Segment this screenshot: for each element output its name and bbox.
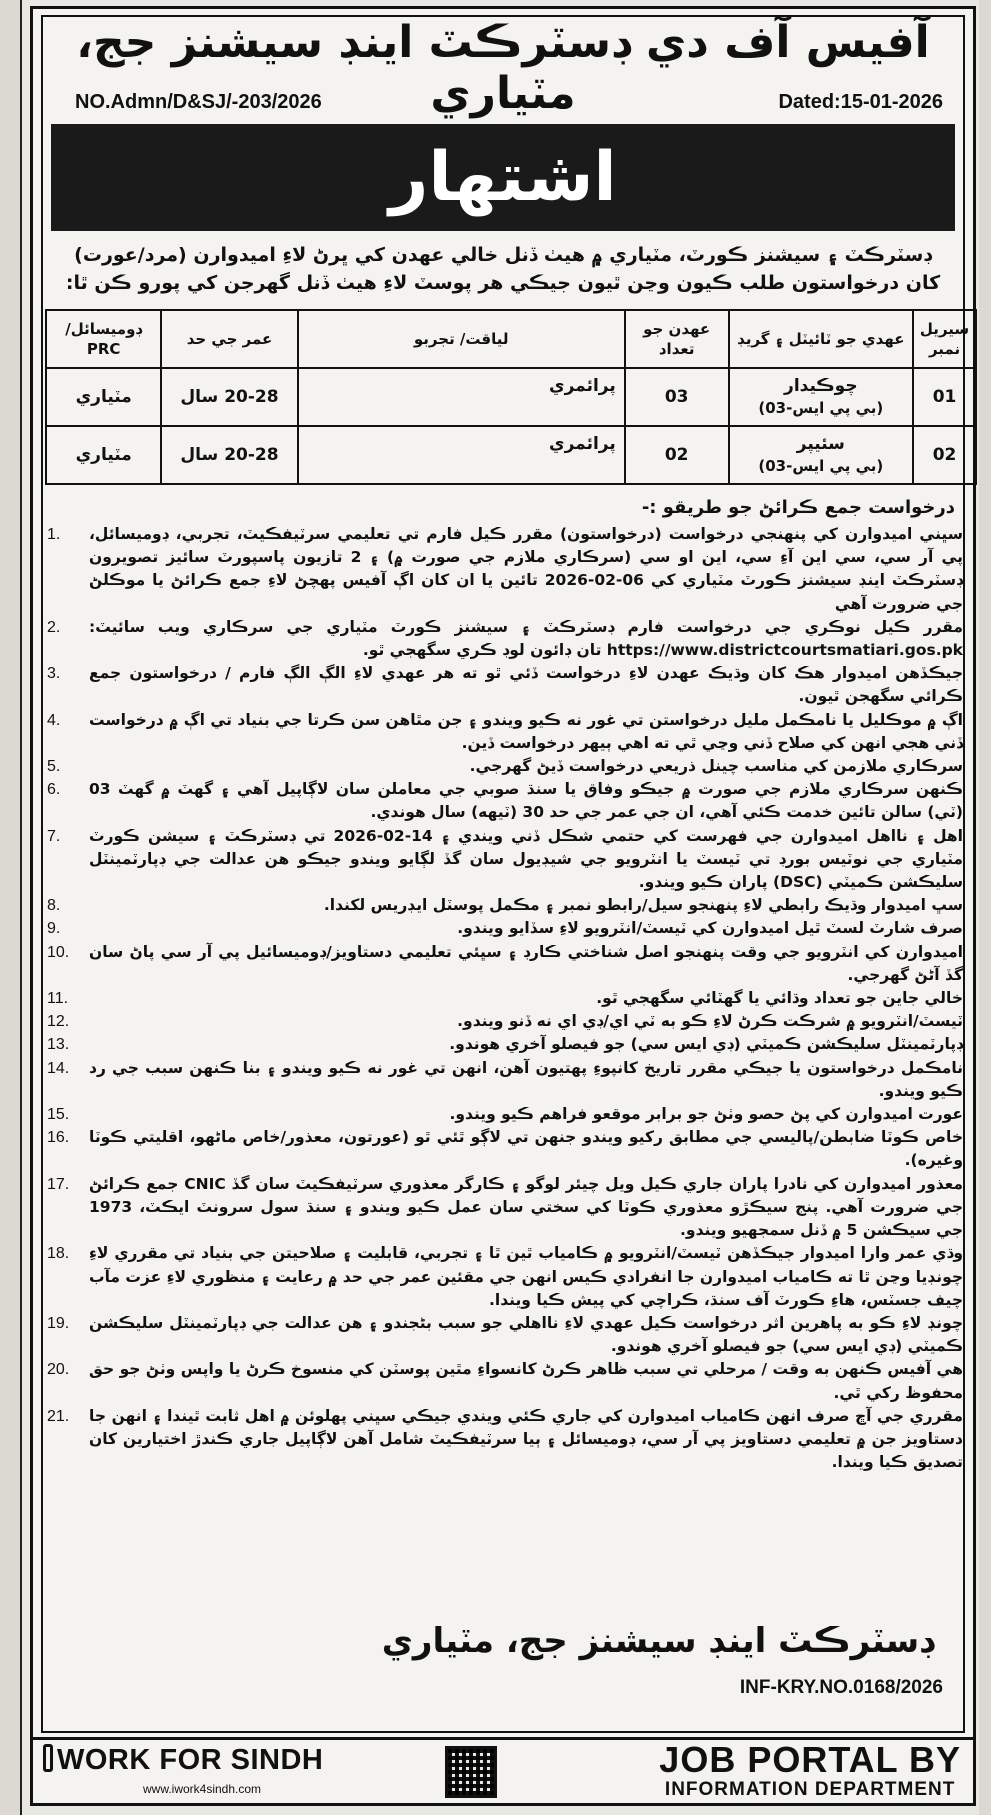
iwork-url: www.iwork4sindh.com	[143, 1782, 262, 1796]
dated: Dated:15-01-2026	[778, 91, 943, 113]
post-title: سئيپر	[796, 434, 845, 454]
list-item	[45, 778, 965, 824]
iwork-brand	[43, 1744, 323, 1777]
iwork-brand-text: WORK FOR SINDH	[57, 1744, 324, 1776]
header-count: عهدن جو تعداد	[625, 310, 729, 368]
intro-line-2: کان درخواستون طلب ڪيون وڃن ٿيون جيڪي هر پوسٽ لاءِ هيٺ ڏنل گهرجن کي پورو ڪن ٿا:	[65, 272, 941, 294]
header-serial: سيريل نمبر	[913, 310, 976, 368]
cell-age: 20-28 سال	[161, 426, 297, 484]
item-number: 8.	[47, 897, 61, 915]
item-number: 13.	[47, 1036, 70, 1054]
list-item	[45, 1033, 965, 1056]
item-text: نامڪمل درخواستون يا جيڪي مقرر تاريخ کانپوءِ پهتيون آهن، انهن تي غور نه ڪيو ويندو ۽ بنا ڪنهن سبب جي رد ڪيو ويندو.	[89, 1058, 963, 1100]
application-method-heading: درخواست جمع ڪرائڻ جو طريقو :-	[641, 497, 955, 518]
item-text: خاص ڪوٽا ضابطن/پاليسي جي مطابق رکيو ويندو جنهن تي لاڳو ٿئي ٿو (عورتون، معذور/خاص ماڻهو، اقليتي ڪوٽا وغيره).	[89, 1128, 963, 1170]
header-domicile: ڊوميسائل/ PRC	[46, 310, 161, 368]
item-number: 10.	[47, 943, 70, 961]
advertisement-banner: اشتهار	[51, 124, 955, 231]
list-item	[45, 616, 965, 662]
list-item	[45, 941, 965, 987]
signature-title: ڊسٽرڪٽ اينڊ سيشنز جج، مٽياري	[381, 1621, 935, 1661]
list-item	[45, 1010, 965, 1033]
list-item	[45, 1057, 965, 1103]
item-number: 12.	[47, 1013, 70, 1031]
list-item	[45, 1405, 965, 1475]
reference-number: NO.Admn/D&SJ/-203/2026	[75, 91, 322, 113]
item-number: 1.	[47, 526, 61, 543]
job-portal-block	[659, 1740, 961, 1800]
item-number: 11.	[47, 990, 69, 1008]
intro-line-1: ڊسٽرڪٽ ۽ سيشنز ڪورٽ، مٽياري ۾ هيٺ ڏنل خالي عهدن کي ڀرڻ لاءِ اميدوارن (مرد/عورت)	[74, 244, 932, 266]
table-row	[46, 426, 976, 484]
item-number: 16.	[47, 1129, 70, 1147]
list-item	[45, 987, 965, 1010]
item-text: وڌي عمر وارا اميدوار جيڪڏهن ٽيسٽ/انٽرويو ۾ ڪامياب ٿين ٿا ۽ تجربي، قابليت ۽ صلاحيتن جي بنياد تي مقرري لاءِ چونڊيا وڃن ٿا ته ڪامياب اميدوارن جا انفرادي ڪيس انهن جي مقئين عمر جي حد ۾ رعايت ۽ منظوري لاءِ عزت مآب چيف جسٽس، هاءِ ڪورٽ آف سنڌ، ڪراچي کي پيش ڪيا ويندا.	[89, 1244, 963, 1309]
list-item	[45, 755, 965, 778]
list-item	[45, 1126, 965, 1172]
item-text: اميدوارن کي انٽرويو جي وقت پنهنجو اصل شناختي ڪارڊ ۽ سڀئي تعليمي دستاويز/ڊوميسائيل پي آر سي پاڻ سان گڏ آڻڻ گهرجي.	[89, 942, 963, 984]
intro-text	[45, 241, 961, 297]
item-text: عورت اميدوارن کي پڻ حصو وٺڻ جو برابر موقعو فراهم ڪيو ويندو.	[449, 1105, 963, 1124]
item-text: جيڪڏهن اميدوار هڪ کان وڌيڪ عهدن لاءِ درخواست ڏئي ٿو ته هر عهدي لاءِ الڳ الڳ فارم / درخواستون جمع ڪرائي سگهجن ٿيون.	[89, 664, 963, 706]
item-number: 19.	[47, 1314, 70, 1332]
office-title: آفيس آف دي ڊسٽرڪٽ اينڊ سيشنز جج، مٽياري	[76, 17, 930, 119]
item-text: مقرري جي آڇ صرف انهن ڪامياب اميدوارن کي جاري ڪئي ويندي جيڪي سڀني پهلوئن ۾ اهل ثابت ٿيندا ۽ انهن جا دستاويز جن ۾ تعليمي دستاويز پي آر سي، ڊوميسائل ۽ ٻيا سرٽيفڪيٽ شامل آهن لاڳاپيل جاري ڪندڙ اختيارين کان تصديق ڪيا ويندا.	[89, 1406, 963, 1472]
item-text: معذور اميدوارن کي نادرا پاران جاري ڪيل ويل چيئر لوگو ۽ ڪارگر معذوري سرٽيفڪيٽ سان گڏ CNIC جمع ڪرائڻ جي ضرورت آهي. پنج سيڪڙو معذوري ڪوٽا کي سختي سان عمل ڪيو ويندو ۽ سنڌ سول سرونٽ ايڪٽ، 1973 جي سيڪشن 5 ۾ ڏنل سمجهيو ويندو.	[89, 1174, 964, 1240]
list-item	[45, 662, 965, 708]
item-number: 15.	[47, 1106, 70, 1124]
cell-title	[729, 368, 914, 426]
information-department: INFORMATION DEPARTMENT	[664, 1779, 956, 1800]
item-number: 20.	[47, 1361, 70, 1379]
list-item	[45, 1242, 965, 1312]
post-title: چوڪيدار	[784, 376, 858, 396]
item-number: 14.	[47, 1059, 70, 1077]
item-text: اهل ۽ نااهل اميدوارن جي فهرست کي حتمي شڪل ڏني ويندي ۽ 14-02-2026 تي ڊسٽرڪٽ ۽ سيشن ڪورٽ مٽياري جي نوٽيس بورڊ تي ٽيسٽ يا انٽرويو جي شيڊيول سان گڏ لڳايو ويندو جيڪو هن عدالت جي ڊپارٽمينٽل سليڪشن ڪميٽي (DSC) پاران ڪيو ويندو.	[89, 826, 963, 892]
item-text: ٽيسٽ/انٽرويو ۾ شرڪت ڪرڻ لاءِ ڪو به ٽي اي/ڊي اي نه ڏنو ويندو.	[457, 1012, 963, 1031]
qr-code-icon	[445, 1746, 497, 1798]
job-portal-title: JOB PORTAL BY	[659, 1739, 961, 1780]
item-text: مقرر ڪيل نوڪري جي درخواست فارم ڊسٽرڪٽ ۽ سيشنز ڪورٽ مٽياري جي سرڪاري ويب سائيٽ: https://www.districtcourtsmatiari.gos.pk تان ڊائون لوڊ ڪري سگهجي ٿو.	[89, 617, 963, 660]
list-item	[45, 1312, 965, 1358]
cell-title	[729, 426, 914, 484]
item-number: 5.	[47, 758, 61, 776]
cell-count: 02	[625, 426, 729, 484]
item-text: سڀني اميدوارن کي پنهنجي درخواست (درخواستون) مقرر ڪيل فارم تي تعليمي سرٽيفڪيٽ، تجربي، ڊوميسائل، پي آر سي، سي اين آءِ سي، اين او سي (سرڪاري ملازم جي صورت ۾) ۽ 2 تازيون پاسپورٽ سائيز تصويرون ڊسٽرڪٽ اينڊ سيشنز ڪورٽ مٽياري کي 06-02-2026 تائين يا ان کان اڳ آفيس پهچڻ لاءِ جمع ڪرائڻ يا موڪلڻ جي ضرورت آهي	[89, 525, 963, 613]
item-number: 7.	[47, 827, 61, 845]
item-text: چونڊ لاءِ ڪو به پاهرين اثر درخواست ڪيل عهدي لاءِ نااهلي جو سبب بڻجندو ۽ هن عدالت جي ڊپارٽمينٽل سليڪشن ڪميٽي (ڊي ايس سي) جو فيصلو آخري هوندو.	[89, 1313, 963, 1356]
item-text: سرڪاري ملازمن کي مناسب چينل ذريعي درخواست ڏيڻ گهرجي.	[469, 757, 963, 776]
posts-table	[45, 309, 977, 485]
list-item	[45, 1358, 965, 1404]
list-item	[45, 523, 965, 616]
adjacent-column-edge-right	[979, 0, 991, 1815]
list-item	[45, 894, 965, 917]
header-age: عمر جي حد	[161, 310, 297, 368]
cell-domicile: مٽياري	[46, 426, 161, 484]
footer-banner	[33, 1737, 973, 1803]
cell-serial: 02	[913, 426, 976, 484]
item-text: صرف شارٽ لسٽ ٿيل اميدوارن کي ٽيسٽ/انٽرويو لاءِ سڏايو ويندو.	[457, 919, 963, 938]
adjacent-column-edge	[0, 0, 22, 1815]
item-text: ڊپارٽمينٽل سليڪشن ڪميٽي (ڊي ايس سي) جو فيصلو آخري هوندو.	[449, 1035, 963, 1054]
item-number: 9.	[47, 920, 61, 938]
list-item	[45, 825, 965, 895]
item-text: ڪنهن سرڪاري ملازم جي صورت ۾ جيڪو وفاق يا سنڌ صوبي جي معاملن سان لاڳاپيل آهي ۽ گهٽ ۾ گهٽ 03 (ٽي) سالن تائين خدمت ڪئي آهي، ان جي عمر جي حد 30 (ٽيهه) سال هوندي.	[89, 780, 963, 822]
item-number: 17.	[47, 1175, 70, 1193]
reference-row	[63, 91, 943, 119]
list-item	[45, 1173, 965, 1243]
header-qualification: لياقت/ تجربو	[298, 310, 625, 368]
iwork-logo-icon	[43, 1744, 53, 1772]
cell-qualification: پرائمري	[298, 368, 625, 426]
item-number: 18.	[47, 1245, 70, 1263]
list-item	[45, 709, 965, 755]
item-number: 2.	[47, 618, 61, 636]
item-number: 6.	[47, 781, 61, 799]
advertisement	[30, 6, 976, 1806]
item-number: 21.	[47, 1407, 70, 1425]
post-grade: (بي پي ايس-03)	[758, 399, 884, 417]
cell-qualification: پرائمري	[298, 426, 625, 484]
cell-domicile: مٽياري	[46, 368, 161, 426]
cell-count: 03	[625, 368, 729, 426]
instructions-list	[45, 523, 965, 1474]
header-title: عهدي جو ٽائيٽل ۽ گريڊ	[729, 310, 914, 368]
item-text: اڳ ۾ موڪليل يا نامڪمل مليل درخواستن تي غور نه ڪيو ويندو ۽ جن مٿاهن سن ڪرتا جي بنياد تي اڳ ۾ درخواست ڏني هجي انهن کي صلاح ڏني وڃي ٿي ته اهي ٻيهر درخواست ڏين.	[89, 710, 963, 752]
post-grade: (بي پي ايس-03)	[758, 457, 884, 475]
item-text: سڀ اميدوار وڌيڪ رابطي لاءِ پنهنجو سيل/رابطو نمبر ۽ مڪمل پوسٽل ايڊريس لکندا.	[323, 896, 963, 915]
cell-age: 20-28 سال	[161, 368, 297, 426]
list-item	[45, 1103, 965, 1126]
inf-number: INF-KRY.NO.0168/2026	[739, 1677, 943, 1698]
item-number: 4.	[47, 711, 61, 729]
item-number: 3.	[47, 665, 61, 683]
item-text: خالي جاين جو تعداد وڌائي يا گهٽائي سگهجي ٿو.	[596, 989, 963, 1008]
list-item	[45, 917, 965, 940]
table-row	[46, 368, 976, 426]
cell-serial: 01	[913, 368, 976, 426]
item-text: هي آفيس ڪنهن به وقت / مرحلي تي سبب ظاهر ڪرڻ کانسواءِ مٿين پوسٽن کي منسوخ ڪرڻ يا واپس وٺڻ جو حق محفوظ رکي ٿي.	[89, 1360, 963, 1402]
table-header-row	[46, 310, 976, 368]
